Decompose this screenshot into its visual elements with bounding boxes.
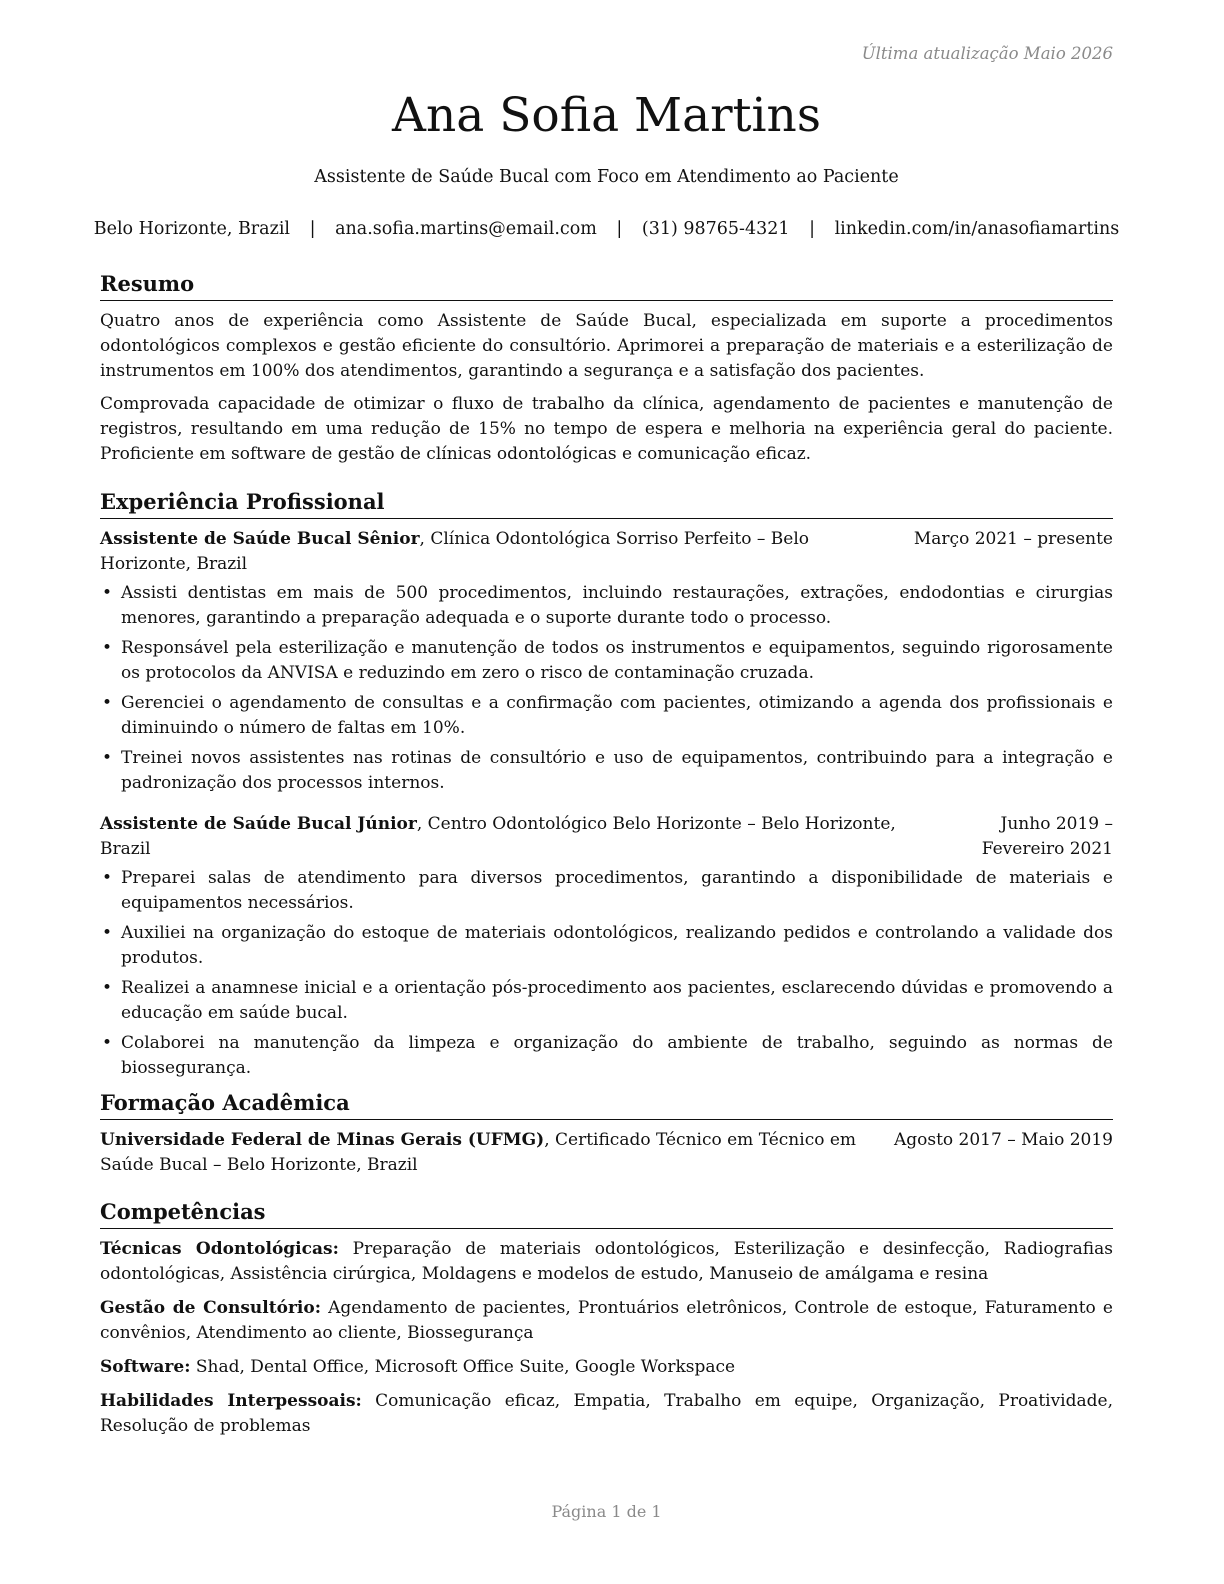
contact-phone: (31) 98765-4321 (641, 219, 790, 239)
job-dates: Março 2021 – presente (913, 529, 1113, 549)
job-organization: , Centro Odontológico Belo Horizonte – Belo Horizonte, Brazil (100, 814, 896, 859)
skill-label: Software: (100, 1357, 191, 1377)
bullet-icon: • (102, 638, 113, 658)
education-dates: Agosto 2017 – Maio 2019 (893, 1130, 1113, 1150)
section-title-education: Formação Acadêmica (100, 1089, 1113, 1120)
bullet-icon: • (102, 1033, 113, 1053)
job-header (100, 527, 1113, 577)
bullet-text: Preparei salas de atendimento para diversos procedimentos, garantindo a disponibilidade de materiais e equipamentos necessários. (121, 868, 1113, 913)
list-item (100, 746, 1113, 796)
contact-separator: | (309, 219, 316, 239)
summary-paragraph: Comprovada capacidade de otimizar o fluxo de trabalho da clínica, agendamento de pacientes e manutenção de registros, resultando em uma redução de 15% no tempo de espera e melhoria na experiência geral do paciente. Proficiente em software de gestão de clínicas odontológicas e comunicação eficaz. (100, 394, 1113, 464)
candidate-name: Ana Sofia Martins (392, 88, 821, 143)
job-header (100, 812, 1113, 862)
list-item (100, 976, 1113, 1026)
section-title-experience: Experiência Profissional (100, 488, 1113, 519)
bullet-text: Assisti dentistas em mais de 500 procedimentos, incluindo restaurações, extrações, endodontias e cirurgias menores, garantindo a preparação adequada e o suporte durante todo o processo. (121, 583, 1113, 628)
skill-label: Gestão de Consultório: (100, 1298, 321, 1318)
education-entry (100, 1128, 1113, 1178)
job-entry (100, 527, 1113, 796)
section-title-skills: Competências (100, 1198, 1113, 1229)
job-dates: Junho 2019 – Fevereiro 2021 (981, 814, 1113, 859)
skills-section (100, 1198, 1113, 1448)
education-section (100, 1089, 1113, 1178)
contact-email-link[interactable]: ana.sofia.martins@email.com (335, 219, 597, 239)
bullet-text: Colaborei na manutenção da limpeza e organização do ambiente de trabalho, seguindo as normas de biossegurança. (121, 1033, 1113, 1078)
bullet-icon: • (102, 978, 113, 998)
skill-text: Preparação de materiais odontológicos, Esterilização e desinfecção, Radiografias odontológicas, Assistência cirúrgica, Moldagens e modelos de estudo, Manuseio de amálgama e resina (100, 1239, 1114, 1284)
job-bullets (100, 866, 1113, 1081)
last-updated: Última atualização Maio 2026 (861, 44, 1113, 63)
skill-text: Agendamento de pacientes, Prontuários eletrônicos, Controle de estoque, Faturamento e convênios, Atendimento ao cliente, Biossegurança (100, 1298, 1113, 1343)
skill-label: Técnicas Odontológicas: (100, 1239, 339, 1259)
skill-label: Habilidades Interpessoais: (100, 1391, 362, 1411)
list-item (100, 1031, 1113, 1081)
page-number: Página 1 de 1 (551, 1502, 662, 1521)
contact-linkedin-link[interactable]: linkedin.com/in/anasofiamartins (834, 219, 1120, 239)
job-entry (100, 812, 1113, 1081)
contact-location: Belo Horizonte, Brazil (93, 219, 291, 239)
bullet-icon: • (102, 583, 113, 603)
bullet-text: Treinei novos assistentes nas rotinas de consultório e uso de equipamentos, contribuindo para a integração e padronização dos processos internos. (121, 748, 1113, 793)
list-item (100, 636, 1113, 686)
bullet-icon: • (102, 748, 113, 768)
bullet-icon: • (102, 868, 113, 888)
job-organization: , Clínica Odontológica Sorriso Perfeito – Belo Horizonte, Brazil (100, 529, 809, 574)
contact-separator: | (616, 219, 623, 239)
list-item (100, 921, 1113, 971)
education-school: Universidade Federal de Minas Gerais (UFMG) (100, 1130, 545, 1150)
section-title-summary: Resumo (100, 270, 1113, 301)
skill-text: Shad, Dental Office, Microsoft Office Suite, Google Workspace (190, 1357, 736, 1377)
skill-row (100, 1355, 1113, 1380)
tagline: Assistente de Saúde Bucal com Foco em Atendimento ao Paciente (314, 167, 899, 187)
skill-row (100, 1237, 1113, 1287)
contact-separator: | (809, 219, 815, 239)
resume-page (93, 0, 1120, 1584)
bullet-text: Responsável pela esterilização e manutenção de todos os instrumentos e equipamentos, seguindo rigorosamente os protocolos da ANVISA e reduzindo em zero o risco de contaminação cruzada. (121, 638, 1113, 683)
bullet-text: Realizei a anamnese inicial e a orientação pós-procedimento aos pacientes, esclarecendo dúvidas e promovendo a educação em saúde bucal. (121, 978, 1113, 1023)
list-item (100, 866, 1113, 916)
bullet-text: Auxiliei na organização do estoque de materiais odontológicos, realizando pedidos e controlando a validade dos produtos. (121, 923, 1113, 968)
job-role: Assistente de Saúde Bucal Júnior (100, 814, 417, 834)
summary-paragraph: Quatro anos de experiência como Assistente de Saúde Bucal, especializada em suporte a procedimentos odontológicos complexos e gestão eficiente do consultório. Aprimorei a preparação de materiais e a esterilização de instrumentos em 100% dos atendimentos, garantindo a segurança e a satisfação dos pacientes. (100, 311, 1113, 381)
list-item (100, 581, 1113, 631)
job-role: Assistente de Saúde Bucal Sênior (100, 529, 420, 549)
skill-row (100, 1389, 1113, 1439)
education-detail: , Certificado Técnico em Técnico em Saúde Bucal – Belo Horizonte, Brazil (100, 1130, 857, 1175)
bullet-icon: • (102, 923, 113, 943)
bullet-icon: • (102, 693, 113, 713)
summary-section (100, 270, 1113, 475)
list-item (100, 691, 1113, 741)
skill-text: Comunicação eficaz, Empatia, Trabalho em equipe, Organização, Proatividade, Resolução de problemas (100, 1391, 1113, 1436)
job-bullets (100, 581, 1113, 796)
bullet-text: Gerenciei o agendamento de consultas e a confirmação com pacientes, otimizando a agenda dos profissionais e diminuindo o número de faltas em 10%. (121, 693, 1113, 738)
experience-section (100, 488, 1113, 1086)
skill-row (100, 1296, 1113, 1346)
contact-line (90, 219, 1123, 239)
